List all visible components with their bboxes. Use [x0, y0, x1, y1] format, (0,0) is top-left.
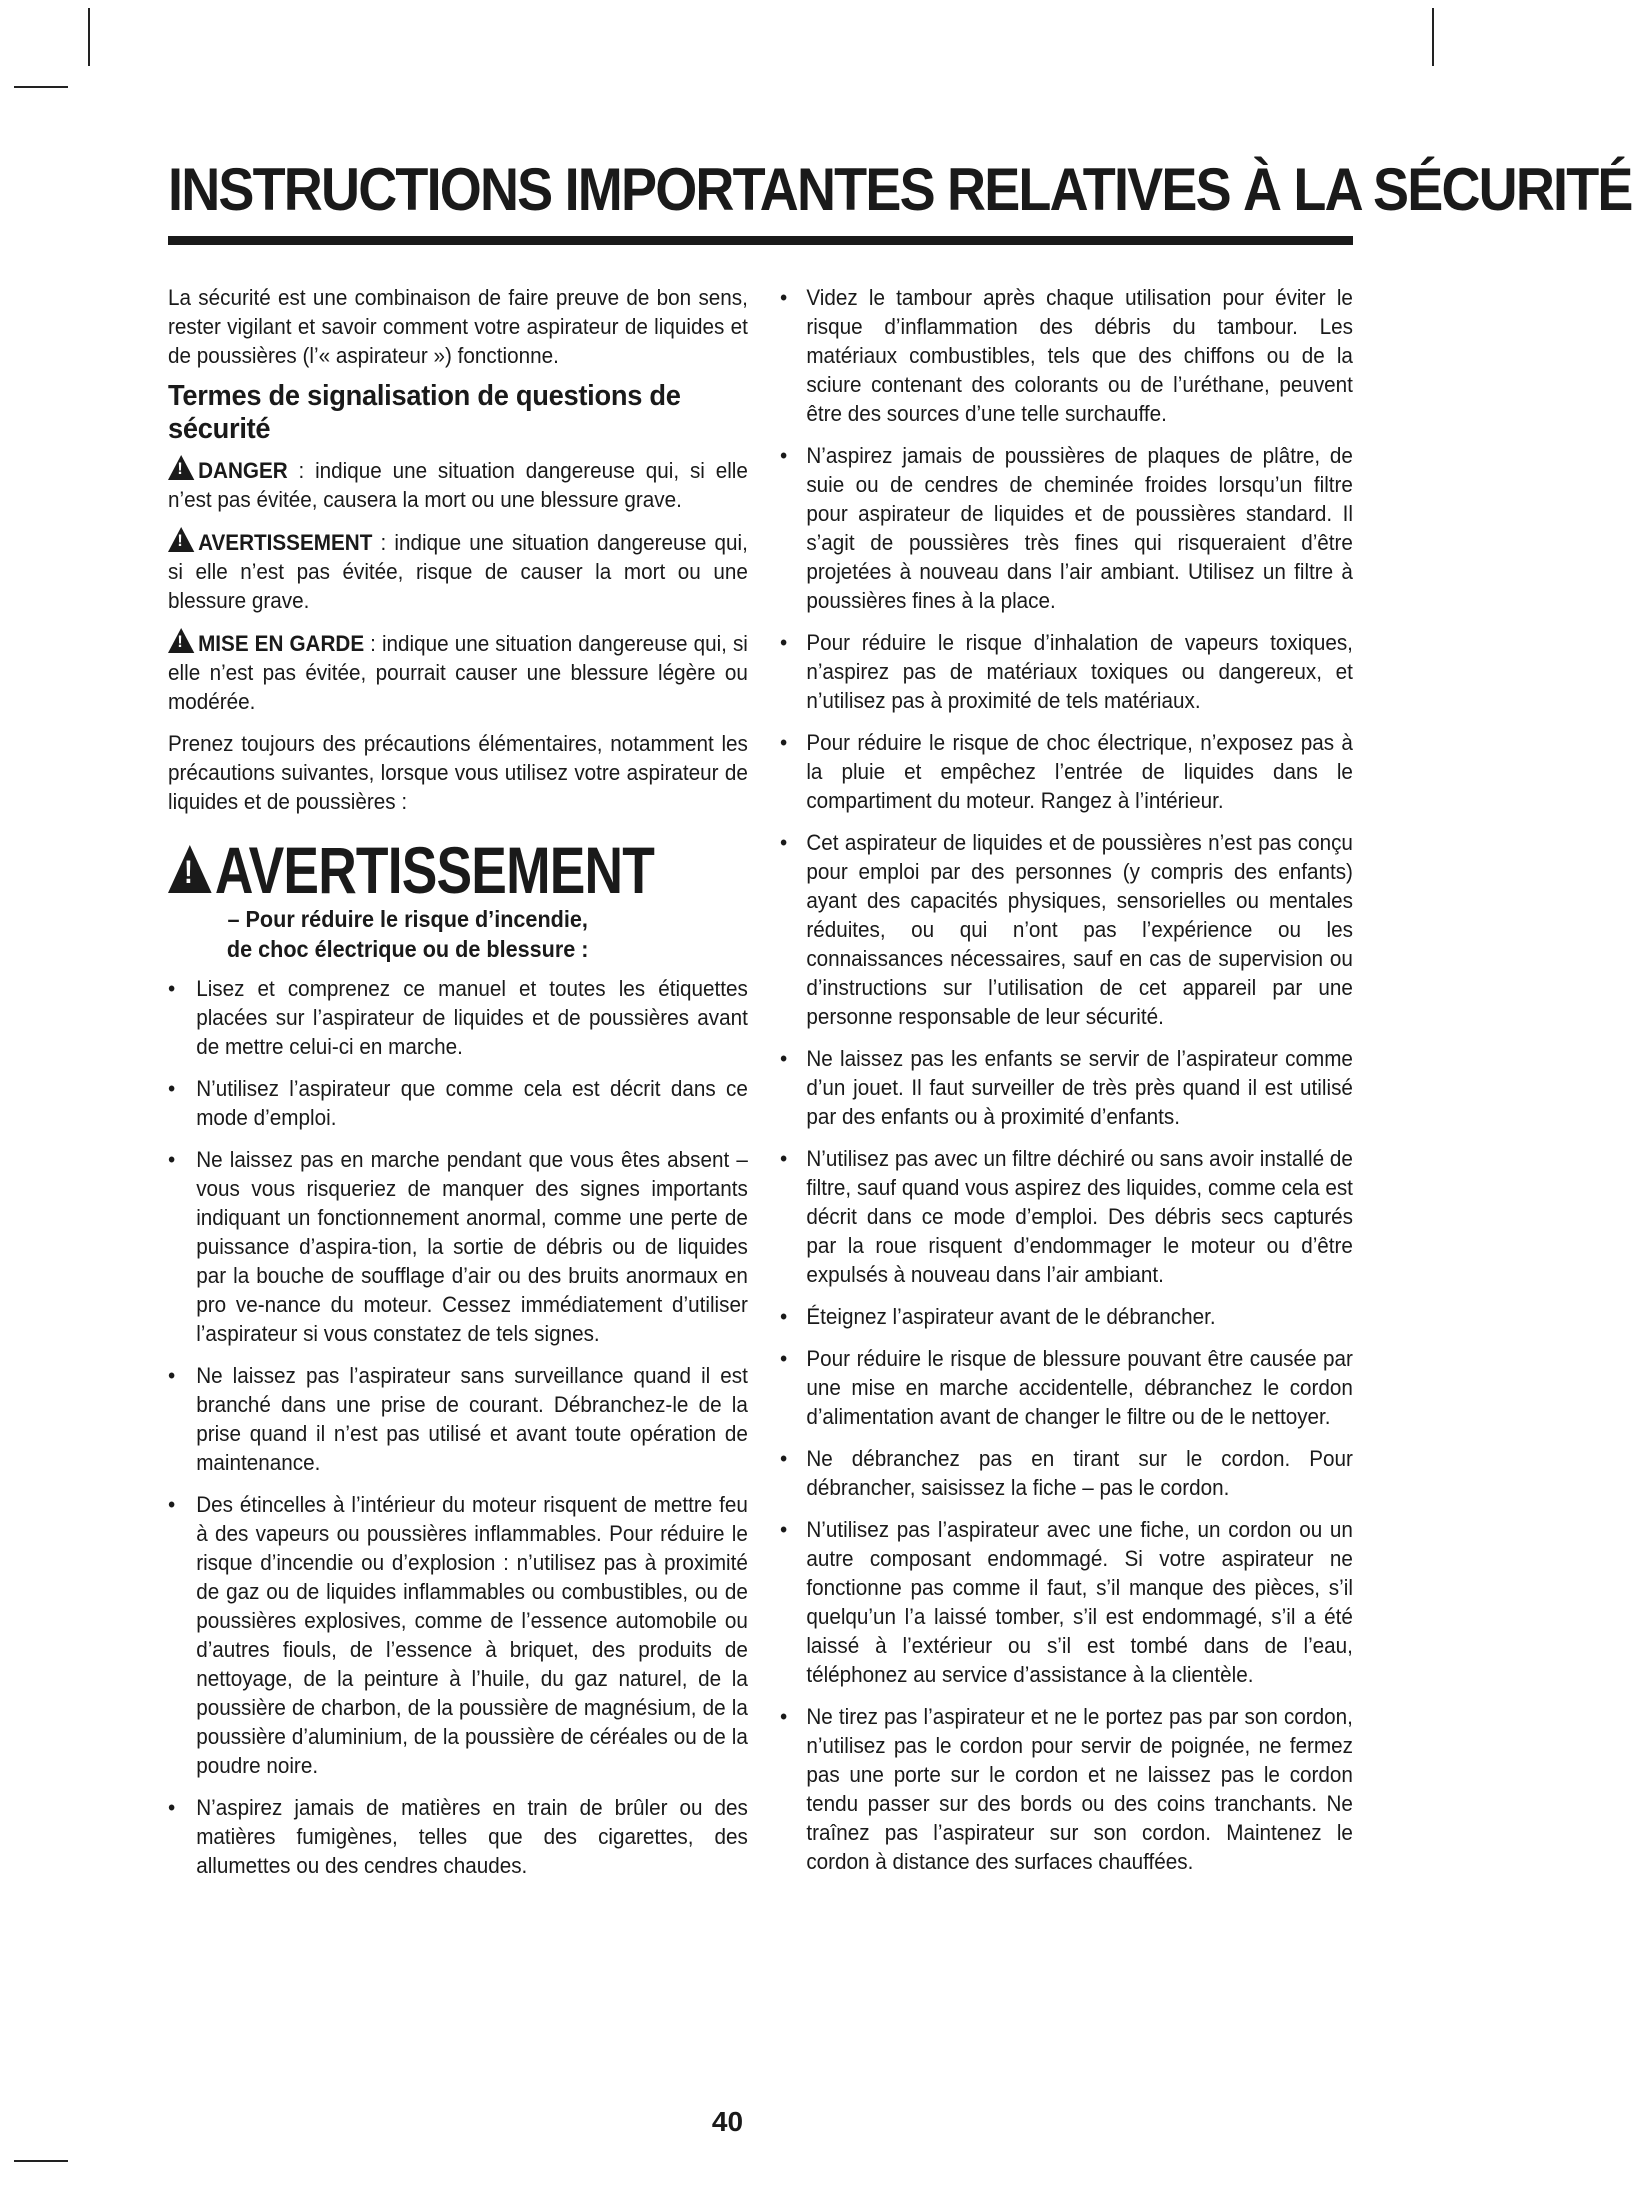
list-item: • N’aspirez jamais de poussières de plaques de plâtre, de suie ou de cendres de cheminée froides lorsqu’un filtre pour aspirateur de liquides et de poussières standard. Il s’agit de poussières très fines qui risqueraient d’être projetées à nouveau dans l’air ambiant. Utilisez un filtre à poussières fines à la place. — [780, 441, 1353, 615]
list-item: • N’utilisez l’aspirateur que comme cela est décrit dans ce mode d’emploi. — [168, 1074, 748, 1132]
list-item: • Pour réduire le risque d’inhalation de vapeurs toxiques, n’aspirez pas de matériaux toxiques ou dangereux, et n’utilisez pas à proximité de tels matériaux. — [780, 628, 1353, 715]
intro-paragraph: La sécurité est une combinaison de faire preuve de bon sens, rester vigilant et savoir comment votre aspirateur de liquides et de poussières (l’« aspirateur ») fonctionne. — [168, 285, 748, 368]
right-column — [780, 283, 1355, 1889]
signal-term-avertissement: !AVERTISSEMENT : indique une situation dangereuse qui, si elle n’est pas évitée, risque de causer la mort ou une blessure grave. — [168, 527, 748, 615]
signal-terms-heading: Termes de signalisation de questions de sécurité — [168, 380, 681, 445]
title-rule — [168, 236, 1353, 245]
list-item: • Des étincelles à l’intérieur du moteur risquent de mettre feu à des vapeurs ou poussières inflammables. Pour réduire le risque d’incendie ou d’explosion : n’utilisez pas à proximité de gaz ou de liquides inflammables ou combustibles, ou de poussières explosives, comme de l’essence automobile ou d’autres fiouls, de l’essence à briquet, des produits de nettoyage, de la peinture à l’huile, du gaz naturel, de la poussière de charbon, de la poussière de magnésium, de la poussière d’aluminium, de la poussière de céréales ou de la poudre noire. — [168, 1490, 748, 1780]
page-title: INSTRUCTIONS IMPORTANTES RELATIVES À LA SÉCURITÉ — [168, 156, 1632, 223]
list-item: • Ne tirez pas l’aspirateur et ne le portez pas par son cordon, n’utilisez pas le cordon pour servir de poignée, ne fermez pas une porte sur le cordon et ne laissez pas le cordon tendu passer sur des bords ou des coins tranchants. Ne traînez pas l’aspirateur sur son cordon. Maintenez le cordon à distance des surfaces chauffées. — [780, 1702, 1353, 1876]
page-number: 40 — [711, 2106, 744, 2137]
list-item: • Videz le tambour après chaque utilisation pour éviter le risque d’inflammation des débris du tambour. Les matériaux combustibles, tels que des chiffons ou de la sciure contenant des colorants ou de l’uréthane, peuvent être des sources d’une telle surchauffe. — [780, 283, 1353, 428]
warning-triangle-icon — [168, 527, 194, 552]
crop-mark-top-right-vertical — [1432, 8, 1434, 66]
warning-subheading: – Pour réduire le risque d’incendie, de choc électrique ou de blessure : — [226, 906, 589, 962]
warning-triangle-icon — [168, 455, 194, 480]
signal-term-danger: !DANGER : indique une situation dangereuse qui, si elle n’est pas évitée, causera la mort ou une blessure grave. — [168, 455, 748, 514]
list-item: • Ne laissez pas en marche pendant que vous êtes absent – vous vous risqueriez de manquer des signes importants indiquant un fonctionnement anormal, comme une perte de puissance d’aspira-tion, la sortie de débris ou de liquides par la bouche de soufflage d’air ou des bruits anormaux en pro ve-nance du moteur. Cessez immédiatement d’utiliser l’aspirateur si vous constatez de tels signes. — [168, 1145, 748, 1348]
warning-triangle-icon — [168, 628, 194, 653]
list-item: • N’utilisez pas l’aspirateur avec une fiche, un cordon ou un autre composant endommagé. Si votre aspirateur ne fonctionne pas comme il faut, s’il manque des pièces, s’il quelqu’un l’a laissé tomber, s’il est endommagé, s’il a été laissé à l’extérieur ou s’il est tombé dans de l’eau, téléphonez au service d’assistance à la clientèle. — [780, 1515, 1353, 1689]
left-bullet-list — [168, 974, 748, 1880]
list-item: • Pour réduire le risque de choc électrique, n’exposez pas à la pluie et empêchez l’entrée de liquides dans le compartiment du moteur. Rangez à l’intérieur. — [780, 728, 1353, 815]
list-item: • Ne laissez pas les enfants se servir de l’aspirateur comme d’un jouet. Il faut surveiller de très près quand il est utilisé par des enfants ou à proximité d’enfants. — [780, 1044, 1353, 1131]
list-item: • Ne débranchez pas en tirant sur le cordon. Pour débrancher, saisissez la fiche – pas le cordon. — [780, 1444, 1353, 1502]
list-item: • Cet aspirateur de liquides et de poussières n’est pas conçu pour emploi par des personnes (y compris des enfants) ayant des capacités physiques, sensorielles ou mentales réduites, ou qui n’ont pas l’expérience ou les connaissances nécessaires, sauf en cas de supervision ou d’instructions sur l’utilisation de cet appareil par une personne responsable de leur sécurité. — [780, 828, 1353, 1031]
crop-mark-top-left-vertical — [88, 8, 90, 66]
crop-mark-bottom-left-horizontal — [14, 2160, 68, 2162]
warning-block — [168, 833, 748, 964]
left-column — [168, 283, 750, 1893]
warning-triangle-icon — [168, 845, 212, 893]
list-item: • Éteignez l’aspirateur avant de le débrancher. — [780, 1302, 1353, 1331]
list-item: • Ne laissez pas l’aspirateur sans surveillance quand il est branché dans une prise de courant. Débranchez-le de la prise quand il n’est pas utilisé et avant toute opération de maintenance. — [168, 1361, 748, 1477]
list-item: • N’aspirez jamais de matières en train de brûler ou des matières fumigènes, telles que des cigarettes, des allumettes ou des cendres chaudes. — [168, 1793, 748, 1880]
list-item: • Pour réduire le risque de blessure pouvant être causée par une mise en marche accidentelle, débranchez le cordon d’alimentation avant de changer le filtre ou de le nettoyer. — [780, 1344, 1353, 1431]
list-item: • N’utilisez pas avec un filtre déchiré ou sans avoir installé de filtre, sauf quand vous aspirez des liquides, comme cela est décrit dans ce mode d’emploi. Des débris secs capturés par la roue risquent d’endommager le moteur ou d’être expulsés à nouveau dans l’air ambiant. — [780, 1144, 1353, 1289]
list-item: • Lisez et comprenez ce manuel et toutes les étiquettes placées sur l’aspirateur de liquides et de poussières avant de mettre celui-ci en marche. — [168, 974, 748, 1061]
precautions-paragraph: Prenez toujours des précautions élémentaires, notamment les précautions suivantes, lorsque vous utilisez votre aspirateur de liquides et de poussières : — [168, 731, 748, 814]
crop-mark-top-left-horizontal — [14, 86, 68, 88]
right-bullet-list — [780, 283, 1353, 1876]
warning-heading: !AVERTISSEMENT — [168, 836, 667, 904]
signal-term-mise-en-garde: !MISE EN GARDE : indique une situation dangereuse qui, si elle n’est pas évitée, pourrait causer une blessure légère ou modérée. — [168, 628, 748, 716]
